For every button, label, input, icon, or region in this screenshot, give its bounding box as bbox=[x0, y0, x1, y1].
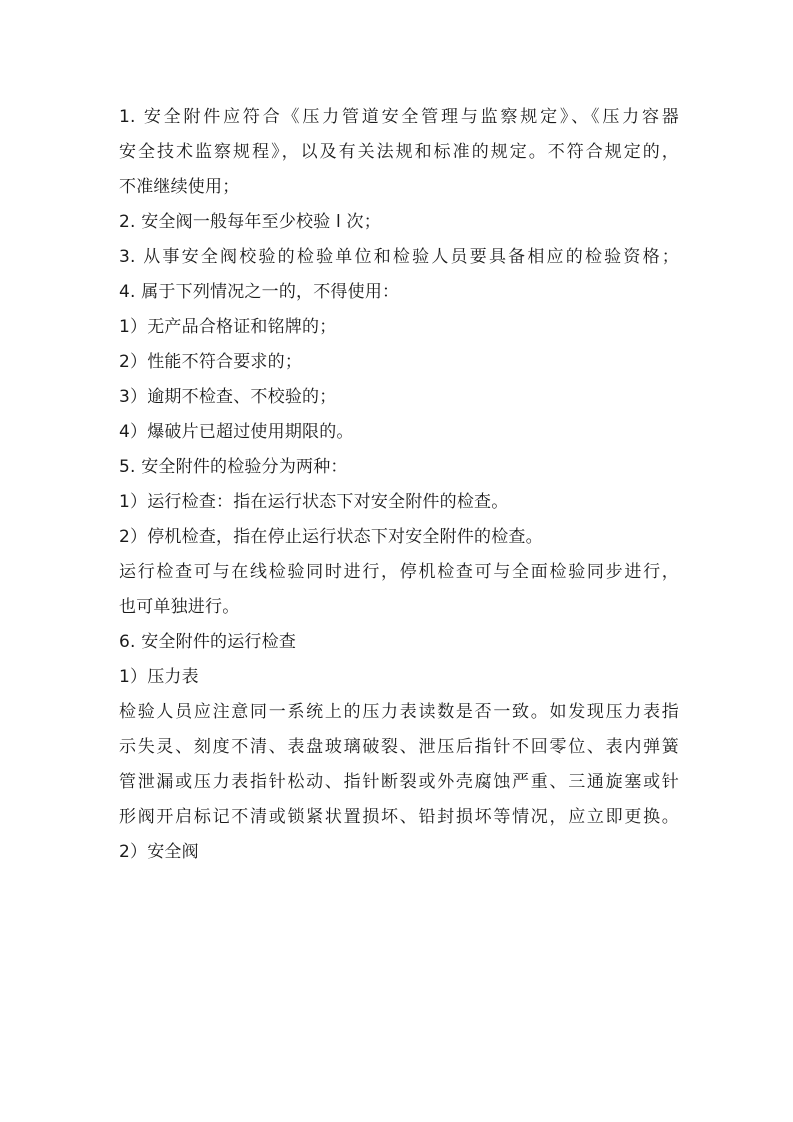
text-line: 检验人员应注意同一系统上的压力表读数是否一致。如发现压力表指 bbox=[119, 702, 679, 722]
text-line: 1）无产品合格证和铭牌的； bbox=[119, 317, 337, 337]
text-line: 2）性能不符合要求的； bbox=[119, 352, 303, 372]
text-line: 运行检查可与在线检验同时进行，停机检查可与全面检验同步进行， bbox=[119, 562, 679, 582]
text-line: 安全技术监察规程》，以及有关法规和标准的规定。不符合规定的， bbox=[119, 142, 679, 162]
text-line: 示失灵、刻度不清、表盘玻璃破裂、泄压后指针不回零位、表内弹簧 bbox=[119, 737, 679, 757]
text-line: 3）逾期不检查、不校验的； bbox=[119, 387, 337, 407]
text-line: 6. 安全附件的运行检查 bbox=[119, 632, 297, 652]
text-line: 2）停机检查，指在停止运行状态下对安全附件的检查。 bbox=[119, 527, 543, 547]
text-line: 也可单独进行。 bbox=[119, 597, 240, 617]
text-line: 3. 从事安全阀校验的检验单位和检验人员要具备相应的检验资格； bbox=[119, 247, 679, 267]
text-line: 1. 安全附件应符合《压力管道安全管理与监察规定》、《压力容器 bbox=[119, 107, 679, 127]
text-line: 1）压力表 bbox=[119, 667, 199, 687]
text-line: 管泄漏或压力表指针松动、指针断裂或外壳腐蚀严重、三通旋塞或针 bbox=[119, 772, 679, 792]
text-line: 形阀开启标记不清或锁紧状置损坏、铅封损坏等情况，应立即更换。 bbox=[119, 807, 679, 827]
text-line: 1）运行检查：指在运行状态下对安全附件的检查。 bbox=[119, 492, 509, 512]
text-line: 4. 属于下列情况之一的，不得使用： bbox=[119, 282, 400, 302]
text-line: 2. 安全阀一般每年至少校验 l 次； bbox=[119, 212, 381, 232]
text-line: 不准继续使用； bbox=[119, 177, 240, 197]
text-line: 2）安全阀 bbox=[119, 842, 199, 862]
document-page bbox=[119, 100, 679, 870]
text-line: 5. 安全附件的检验分为两种： bbox=[119, 457, 348, 477]
text-line: 4）爆破片已超过使用期限的。 bbox=[119, 422, 354, 442]
